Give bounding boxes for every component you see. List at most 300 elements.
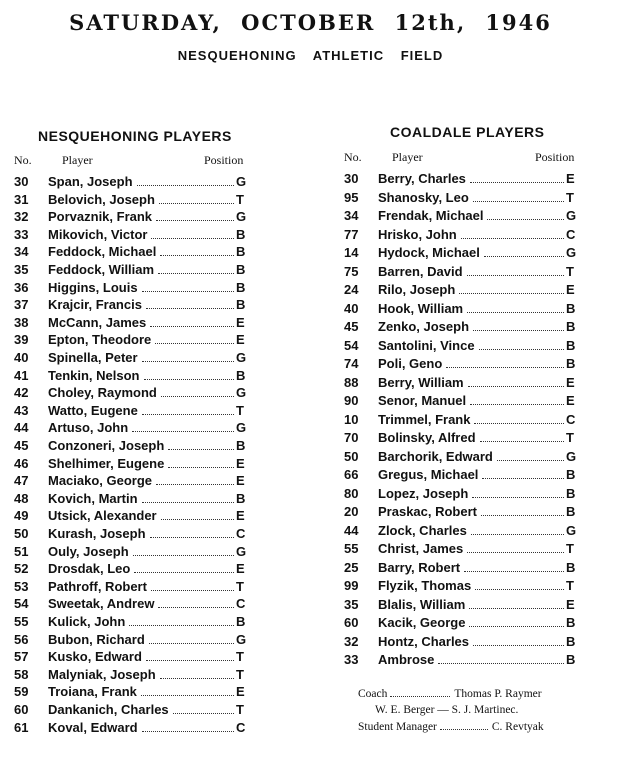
leader-dots [137, 184, 234, 186]
player-name: Conzoneri, Joseph [48, 438, 165, 453]
player-position: B [236, 226, 246, 242]
nesquehoning-player-row [14, 560, 246, 578]
coach-dots [390, 695, 450, 697]
player-number: 45 [14, 438, 29, 453]
leader-dots [474, 422, 564, 424]
player-name: Barren, David [378, 263, 463, 279]
player-position: B [566, 356, 576, 371]
player-number: 43 [14, 402, 29, 418]
player-position: B [566, 504, 576, 519]
player-position: C [236, 719, 246, 735]
player-name: Christ, James [378, 541, 464, 556]
player-number: 34 [14, 244, 29, 260]
player-name: Berry, Charles [378, 171, 466, 186]
player-name: Belovich, Joseph [48, 191, 155, 207]
leader-dots [484, 255, 564, 257]
player-name: Artuso, John [48, 420, 129, 436]
leader-dots [132, 430, 234, 432]
leader-dots [467, 311, 564, 313]
nesquehoning-player-row [14, 490, 246, 508]
player-number: 52 [14, 561, 29, 577]
player-position: B [236, 297, 246, 313]
player-number: 75 [344, 263, 359, 279]
player-name: Shanosky, Leo [378, 189, 469, 205]
leader-dots [464, 570, 564, 572]
leader-dots [142, 501, 234, 503]
manager-dots [440, 728, 488, 730]
coaldale-player-row [344, 189, 576, 207]
player-number: 50 [344, 448, 359, 464]
player-name: Choley, Raymond [48, 385, 157, 401]
player-name: Epton, Theodore [48, 332, 152, 348]
leader-dots [482, 477, 564, 479]
player-position: T [236, 578, 244, 594]
leader-dots [470, 181, 564, 183]
player-position: B [236, 367, 246, 383]
player-name: Tenkin, Nelson [48, 367, 140, 383]
player-number: 50 [14, 526, 29, 541]
leader-dots [475, 588, 564, 590]
player-number: 95 [344, 189, 359, 205]
nesquehoning-player-row [14, 349, 246, 367]
leader-dots [168, 466, 234, 468]
player-number: 77 [344, 226, 359, 242]
player-name: Blalis, William [378, 596, 466, 612]
player-name: Pathroff, Robert [48, 578, 147, 594]
coaldale-player-row [344, 577, 576, 595]
player-number: 70 [344, 430, 359, 445]
nesquehoning-header-position: Position [204, 153, 244, 167]
player-name: Senor, Manuel [378, 393, 467, 408]
player-number: 54 [344, 337, 359, 353]
player-number: 51 [14, 543, 29, 559]
player-number: 32 [344, 633, 359, 649]
player-position: C [566, 411, 576, 427]
coaldale-player-row [344, 596, 576, 614]
leader-dots [142, 290, 234, 292]
player-number: 31 [14, 191, 29, 207]
coaldale-player-row [344, 374, 576, 392]
nesquehoning-player-row [14, 631, 246, 649]
player-name: Bubon, Richard [48, 631, 145, 647]
player-name: Kulick, John [48, 614, 126, 629]
player-position: E [236, 684, 245, 700]
assistant-coaches: W. E. Berger — S. J. Martinec. [375, 704, 519, 716]
leader-dots [438, 662, 564, 664]
player-position: E [236, 332, 245, 348]
leader-dots [471, 533, 564, 535]
nesquehoning-player-row [14, 701, 246, 719]
player-name: Utsick, Alexander [48, 508, 157, 524]
player-position: T [566, 189, 574, 205]
player-number: 60 [344, 615, 359, 630]
player-name: Berry, William [378, 374, 464, 390]
player-name: Spinella, Peter [48, 350, 138, 365]
nesquehoning-player-row [14, 543, 246, 561]
player-position: E [566, 171, 575, 186]
player-name: Hrisko, John [378, 226, 457, 242]
player-number: 99 [344, 578, 359, 593]
leader-dots [461, 237, 564, 239]
player-position: G [236, 543, 247, 559]
player-name: Hydock, Michael [378, 245, 480, 260]
coaldale-player-row [344, 207, 576, 225]
player-position: B [566, 559, 576, 575]
leader-dots [133, 554, 234, 556]
nesquehoning-player-row [14, 296, 246, 314]
player-name: Troiana, Frank [48, 684, 137, 700]
coaldale-player-row [344, 614, 576, 632]
player-name: Poli, Geno [378, 356, 443, 371]
leader-dots [161, 395, 234, 397]
player-position: G [566, 208, 577, 223]
venue-subtitle: NESQUEHONING ATHLETIC FIELD [177, 48, 444, 63]
player-number: 32 [14, 209, 29, 225]
player-position: B [566, 300, 576, 316]
player-number: 44 [14, 420, 29, 436]
leader-dots [473, 200, 564, 202]
player-position: B [566, 467, 576, 482]
leader-dots [487, 218, 564, 220]
player-position: B [236, 438, 246, 453]
coaldale-player-row [344, 466, 576, 484]
player-name: Span, Joseph [48, 174, 133, 189]
coaldale-player-row [344, 392, 576, 410]
player-name: Dankanich, Charles [48, 702, 169, 717]
coaldale-player-row [344, 540, 576, 558]
coaldale-player-row [344, 651, 576, 669]
nesquehoning-player-row [14, 331, 246, 349]
player-position: B [236, 614, 246, 629]
manager-name: C. Revtyak [491, 721, 544, 733]
player-position: B [236, 490, 246, 506]
player-number: 25 [344, 559, 359, 575]
leader-dots [467, 274, 564, 276]
leader-dots [129, 624, 234, 626]
player-position: G [236, 209, 247, 225]
leader-dots [156, 483, 234, 485]
player-number: 34 [344, 208, 359, 223]
player-position: G [566, 245, 577, 260]
player-name: Santolini, Vince [378, 337, 475, 353]
player-number: 61 [14, 719, 29, 735]
player-number: 30 [344, 171, 359, 186]
coaldale-player-row [344, 318, 576, 336]
player-name: Krajcir, Francis [48, 297, 142, 313]
leader-dots [469, 625, 564, 627]
player-position: B [566, 337, 576, 353]
coach-label: Coach [358, 688, 388, 700]
player-number: 14 [344, 245, 359, 260]
coaldale-player-row [344, 485, 576, 503]
player-number: 60 [14, 702, 29, 717]
nesquehoning-player-row [14, 648, 246, 666]
player-position: T [566, 578, 574, 593]
player-number: 41 [14, 367, 29, 383]
player-position: G [236, 631, 247, 647]
player-number: 55 [344, 541, 359, 556]
player-position: T [566, 430, 574, 445]
player-position: G [236, 385, 247, 401]
nesquehoning-player-row [14, 666, 246, 684]
coach-name: Thomas P. Raymer [454, 688, 542, 700]
coaldale-player-row [344, 281, 576, 299]
player-position: E [566, 374, 575, 390]
player-position: B [236, 244, 246, 260]
player-position: B [566, 615, 576, 630]
coaldale-player-row [344, 559, 576, 577]
leader-dots [459, 292, 564, 294]
manager-label: Student Manager [358, 721, 437, 733]
player-number: 35 [344, 596, 359, 612]
player-name: Trimmel, Frank [378, 411, 471, 427]
player-number: 58 [14, 666, 29, 682]
player-name: McCann, James [48, 314, 147, 330]
leader-dots [497, 459, 564, 461]
player-number: 59 [14, 684, 29, 700]
coaldale-player-row [344, 337, 576, 355]
leader-dots [134, 571, 234, 573]
player-position: T [236, 649, 244, 665]
coaldale-header-no: No. [344, 150, 362, 164]
coaldale-player-row [344, 355, 576, 373]
player-name: Kacik, George [378, 615, 466, 630]
player-name: Watto, Eugene [48, 402, 138, 418]
nesquehoning-player-row [14, 402, 246, 420]
player-position: T [566, 541, 574, 556]
player-position: B [566, 485, 576, 501]
coaldale-team-heading: COALDALE PLAYERS [390, 124, 545, 140]
player-name: Feddock, William [48, 262, 155, 277]
leader-dots [149, 642, 234, 644]
player-position: T [236, 402, 244, 418]
leader-dots [472, 496, 564, 498]
nesquehoning-team-heading: NESQUEHONING PLAYERS [38, 128, 232, 144]
nesquehoning-player-row [14, 243, 246, 261]
leader-dots [469, 607, 564, 609]
leader-dots [142, 730, 234, 732]
nesquehoning-player-row [14, 719, 246, 737]
player-name: Shelhimer, Eugene [48, 455, 165, 471]
nesquehoning-player-row [14, 595, 246, 613]
nesquehoning-player-row [14, 208, 246, 226]
leader-dots [467, 551, 564, 553]
player-position: B [236, 262, 246, 277]
nesquehoning-player-row [14, 384, 246, 402]
leader-dots [144, 378, 235, 380]
player-name: Barchorik, Edward [378, 448, 493, 464]
leader-dots [481, 514, 564, 516]
coaldale-player-row [344, 300, 576, 318]
player-position: G [236, 350, 247, 365]
player-position: G [236, 174, 247, 189]
player-number: 30 [14, 174, 29, 189]
player-name: Bolinsky, Alfred [378, 430, 476, 445]
coaldale-player-row [344, 522, 576, 540]
player-number: 48 [14, 490, 29, 506]
player-position: E [566, 393, 575, 408]
player-position: C [566, 226, 576, 242]
leader-dots [146, 659, 234, 661]
nesquehoning-player-row [14, 525, 246, 543]
player-position: E [236, 561, 245, 577]
leader-dots [146, 307, 234, 309]
player-position: C [236, 526, 246, 541]
nesquehoning-player-row [14, 472, 246, 490]
player-number: 10 [344, 411, 359, 427]
nesquehoning-player-row [14, 226, 246, 244]
leader-dots [150, 325, 234, 327]
player-name: Koval, Edward [48, 719, 138, 735]
player-position: B [236, 279, 246, 295]
nesquehoning-player-row [14, 578, 246, 596]
player-name: Drosdak, Leo [48, 561, 131, 577]
leader-dots [173, 712, 234, 714]
coaldale-player-row [344, 226, 576, 244]
player-number: 66 [344, 467, 359, 482]
player-number: 90 [344, 393, 359, 408]
player-position: B [566, 319, 576, 334]
player-number: 33 [14, 226, 29, 242]
player-name: Hook, William [378, 300, 464, 316]
player-position: T [236, 702, 244, 717]
player-name: Lopez, Joseph [378, 485, 469, 501]
coach-line [358, 688, 542, 700]
player-number: 54 [14, 596, 29, 612]
program-title: SATURDAY, OCTOBER 12th, 1946 [69, 10, 552, 35]
coaldale-player-row [344, 263, 576, 281]
leader-dots [480, 440, 564, 442]
coaldale-player-row [344, 503, 576, 521]
player-name: Zlock, Charles [378, 522, 467, 538]
leader-dots [479, 348, 564, 350]
leader-dots [446, 366, 564, 368]
player-name: Porvaznik, Frank [48, 209, 153, 225]
leader-dots [151, 589, 234, 591]
player-number: 56 [14, 631, 29, 647]
nesquehoning-player-row [14, 683, 246, 701]
player-number: 40 [344, 300, 359, 316]
leader-dots [158, 272, 234, 274]
player-name: Mikovich, Victor [48, 226, 148, 242]
player-position: G [566, 448, 577, 464]
player-number: 57 [14, 649, 29, 665]
nesquehoning-player-row [14, 191, 246, 209]
leader-dots [151, 237, 234, 239]
player-position: G [236, 420, 247, 436]
nesquehoning-player-row [14, 261, 246, 279]
player-number: 37 [14, 297, 29, 313]
player-position: E [566, 282, 575, 297]
manager-line [358, 721, 544, 733]
player-position: T [566, 263, 574, 279]
player-name: Gregus, Michael [378, 467, 479, 482]
player-number: 35 [14, 262, 29, 277]
nesquehoning-player-row [14, 367, 246, 385]
player-position: T [236, 191, 244, 207]
nesquehoning-header-player: Player [62, 153, 93, 167]
leader-dots [142, 360, 234, 362]
coaldale-player-row [344, 429, 576, 447]
player-name: Sweetak, Andrew [48, 596, 155, 612]
leader-dots [156, 219, 234, 221]
player-position: E [236, 508, 245, 524]
player-number: 47 [14, 473, 29, 489]
player-number: 38 [14, 314, 29, 330]
player-number: 55 [14, 614, 29, 629]
player-position: E [236, 473, 245, 489]
player-position: E [236, 314, 245, 330]
player-name: Hontz, Charles [378, 633, 470, 649]
nesquehoning-player-row [14, 173, 246, 191]
player-number: 45 [344, 319, 359, 334]
player-name: Ambrose [378, 652, 435, 667]
leader-dots [473, 329, 564, 331]
player-position: E [566, 596, 575, 612]
player-name: Rilo, Joseph [378, 282, 456, 297]
player-name: Praskac, Robert [378, 504, 477, 519]
leader-dots [141, 694, 234, 696]
player-position: B [566, 652, 576, 667]
player-name: Kurash, Joseph [48, 526, 146, 541]
leader-dots [160, 677, 234, 679]
player-name: Higgins, Louis [48, 279, 138, 295]
player-number: 33 [344, 652, 359, 667]
player-name: Feddock, Michael [48, 244, 157, 260]
coaldale-header-position: Position [535, 150, 575, 164]
player-number: 36 [14, 279, 29, 295]
player-number: 88 [344, 374, 359, 390]
player-number: 42 [14, 385, 29, 401]
leader-dots [161, 518, 234, 520]
player-name: Kusko, Edward [48, 649, 142, 665]
player-number: 80 [344, 485, 359, 501]
player-name: Frendak, Michael [378, 208, 484, 223]
coaldale-player-row [344, 633, 576, 651]
leader-dots [159, 202, 234, 204]
nesquehoning-player-row [14, 455, 246, 473]
player-name: Kovich, Martin [48, 490, 138, 506]
leader-dots [142, 413, 234, 415]
player-number: 44 [344, 522, 359, 538]
nesquehoning-player-row [14, 437, 246, 455]
coaldale-player-row [344, 244, 576, 262]
nesquehoning-player-row [14, 613, 246, 631]
nesquehoning-player-row [14, 507, 246, 525]
player-position: T [236, 666, 244, 682]
player-number: 74 [344, 356, 359, 371]
coaldale-player-row [344, 448, 576, 466]
player-number: 24 [344, 282, 359, 297]
leader-dots [168, 448, 234, 450]
player-name: Barry, Robert [378, 559, 461, 575]
player-position: E [236, 455, 245, 471]
player-number: 49 [14, 508, 29, 524]
leader-dots [155, 342, 234, 344]
coaldale-header-player: Player [392, 150, 423, 164]
player-name: Maciako, George [48, 473, 153, 489]
player-number: 20 [344, 504, 359, 519]
player-name: Zenko, Joseph [378, 319, 470, 334]
nesquehoning-player-row [14, 419, 246, 437]
nesquehoning-header-no: No. [14, 153, 32, 167]
player-position: G [566, 522, 577, 538]
coaldale-player-row [344, 411, 576, 429]
coaldale-player-row [344, 170, 576, 188]
player-name: Flyzik, Thomas [378, 578, 472, 593]
leader-dots [473, 644, 564, 646]
leader-dots [160, 254, 234, 256]
